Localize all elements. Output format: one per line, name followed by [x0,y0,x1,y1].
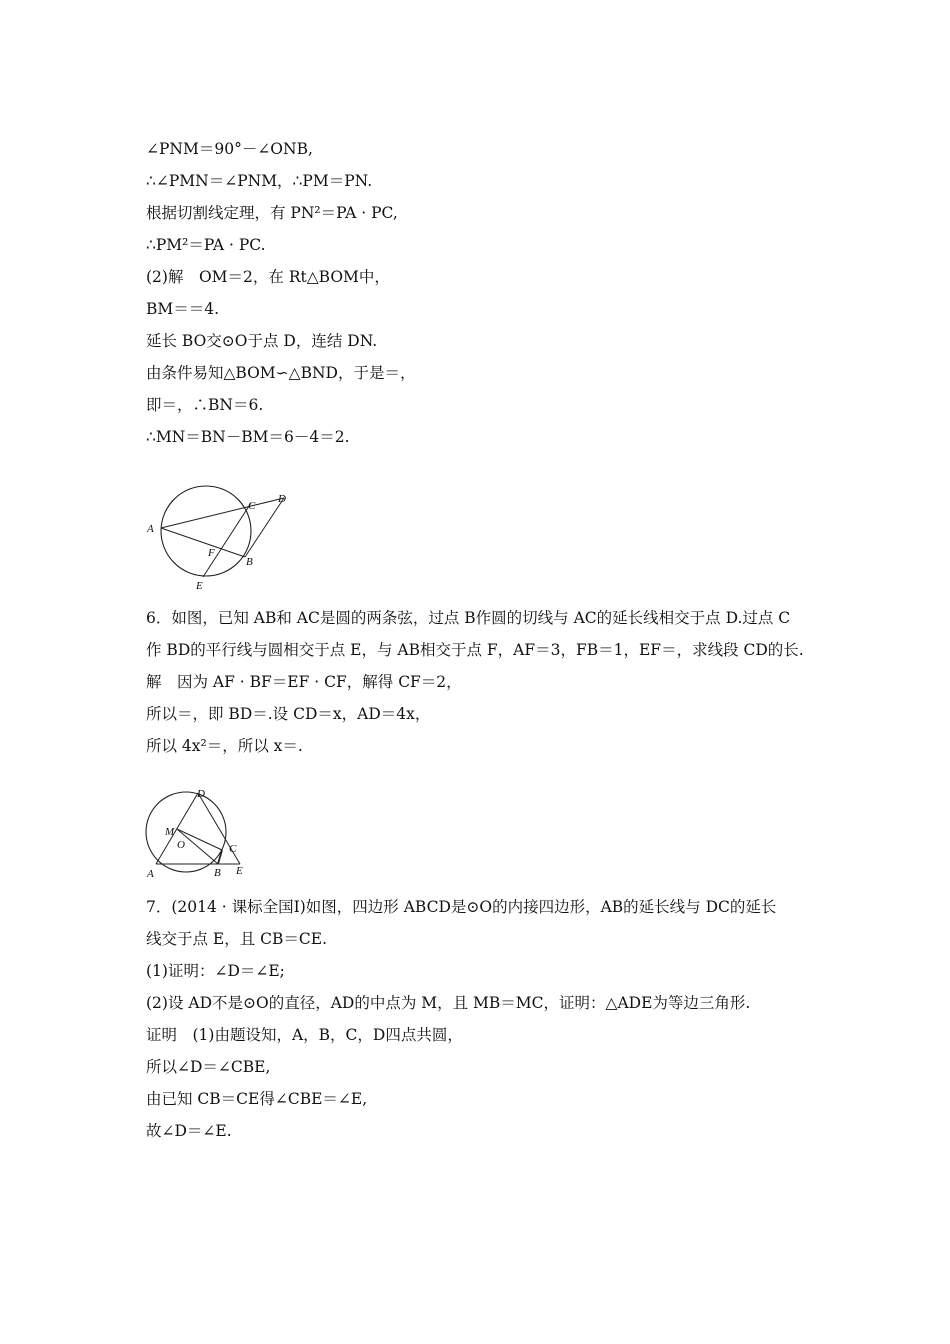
text-line: 根据切割线定理，有 PN²＝PA · PC, [146,204,398,222]
label-A: A [147,868,154,880]
problem-7-line: 证明 (1)由题设知，A，B，C，D四点共圆， [146,1026,463,1044]
problem-6-line: 所以 4x²＝，所以 x＝. [146,737,303,755]
label-A: A [147,523,154,535]
label-C: C [248,500,256,512]
label-E: E [196,580,203,592]
text-line: BM＝＝4. [146,300,220,318]
problem-7-line: 7．(2014 · 课标全国Ⅰ)如图，四边形 ABCD是⊙O的内接四边形，AB的延长线与 DC的延长 [146,898,777,916]
text-line: (2)解 OM＝2，在 Rt△BOM中， [146,268,390,286]
problem-7-line: (2)设 AD不是⊙O的直径，AD的中点为 M，且 MB＝MC，证明：△ADE为等边三角形. [146,994,751,1012]
text-line: 由条件易知△BOM∽△BND，于是＝， [146,364,416,382]
label-O: O [177,839,185,851]
label-E: E [236,865,243,877]
label-B: B [214,867,221,879]
geometry-figure-2 [140,784,260,884]
problem-7-line: 由已知 CB＝CE得∠CBE＝∠E, [146,1090,368,1108]
segment-CE [203,503,251,577]
geometry-figure-1 [140,485,300,595]
text-line: 即＝，∴BN＝6. [146,396,264,414]
label-M: M [165,826,175,838]
label-C: C [229,843,237,855]
label-D: D [197,788,205,800]
segment-AD [161,498,284,528]
label-B: B [246,556,253,568]
text-line: 延长 BO交⊙O于点 D，连结 DN. [146,332,378,350]
problem-7-line: 线交于点 E，且 CB＝CE. [146,930,328,948]
problem-7-line: 故∠D＝∠E. [146,1122,232,1140]
problem-6-line: 6．如图，已知 AB和 AC是圆的两条弦，过点 B作圆的切线与 AC的延长线相交于点 D.过点 C [146,609,791,627]
circle [161,486,251,576]
label-D: D [278,493,286,505]
problem-6-line: 作 BD的平行线与圆相交于点 E，与 AB相交于点 F，AF＝3，FB＝1，EF＝，求线段 CD的长. [146,641,804,659]
segment-DA [156,793,198,864]
problem-7-line: 所以∠D＝∠CBE, [146,1058,271,1076]
text-line: ∴PM²＝PA · PC. [146,236,266,254]
text-line: ∴∠PMN＝∠PNM，∴PM＝PN. [146,172,373,190]
text-line: ∠PNM＝90°－∠ONB, [146,140,313,158]
problem-7-line: (1)证明：∠D＝∠E; [146,962,285,980]
text-line: ∴MN＝BN－BM＝6－4＝2. [146,428,350,446]
problem-6-line: 解 因为 AF · BF＝EF · CF，解得 CF＝2， [146,673,462,691]
label-F: F [208,547,215,559]
problem-6-line: 所以＝，即 BD＝.设 CD＝x，AD＝4x， [146,705,431,723]
